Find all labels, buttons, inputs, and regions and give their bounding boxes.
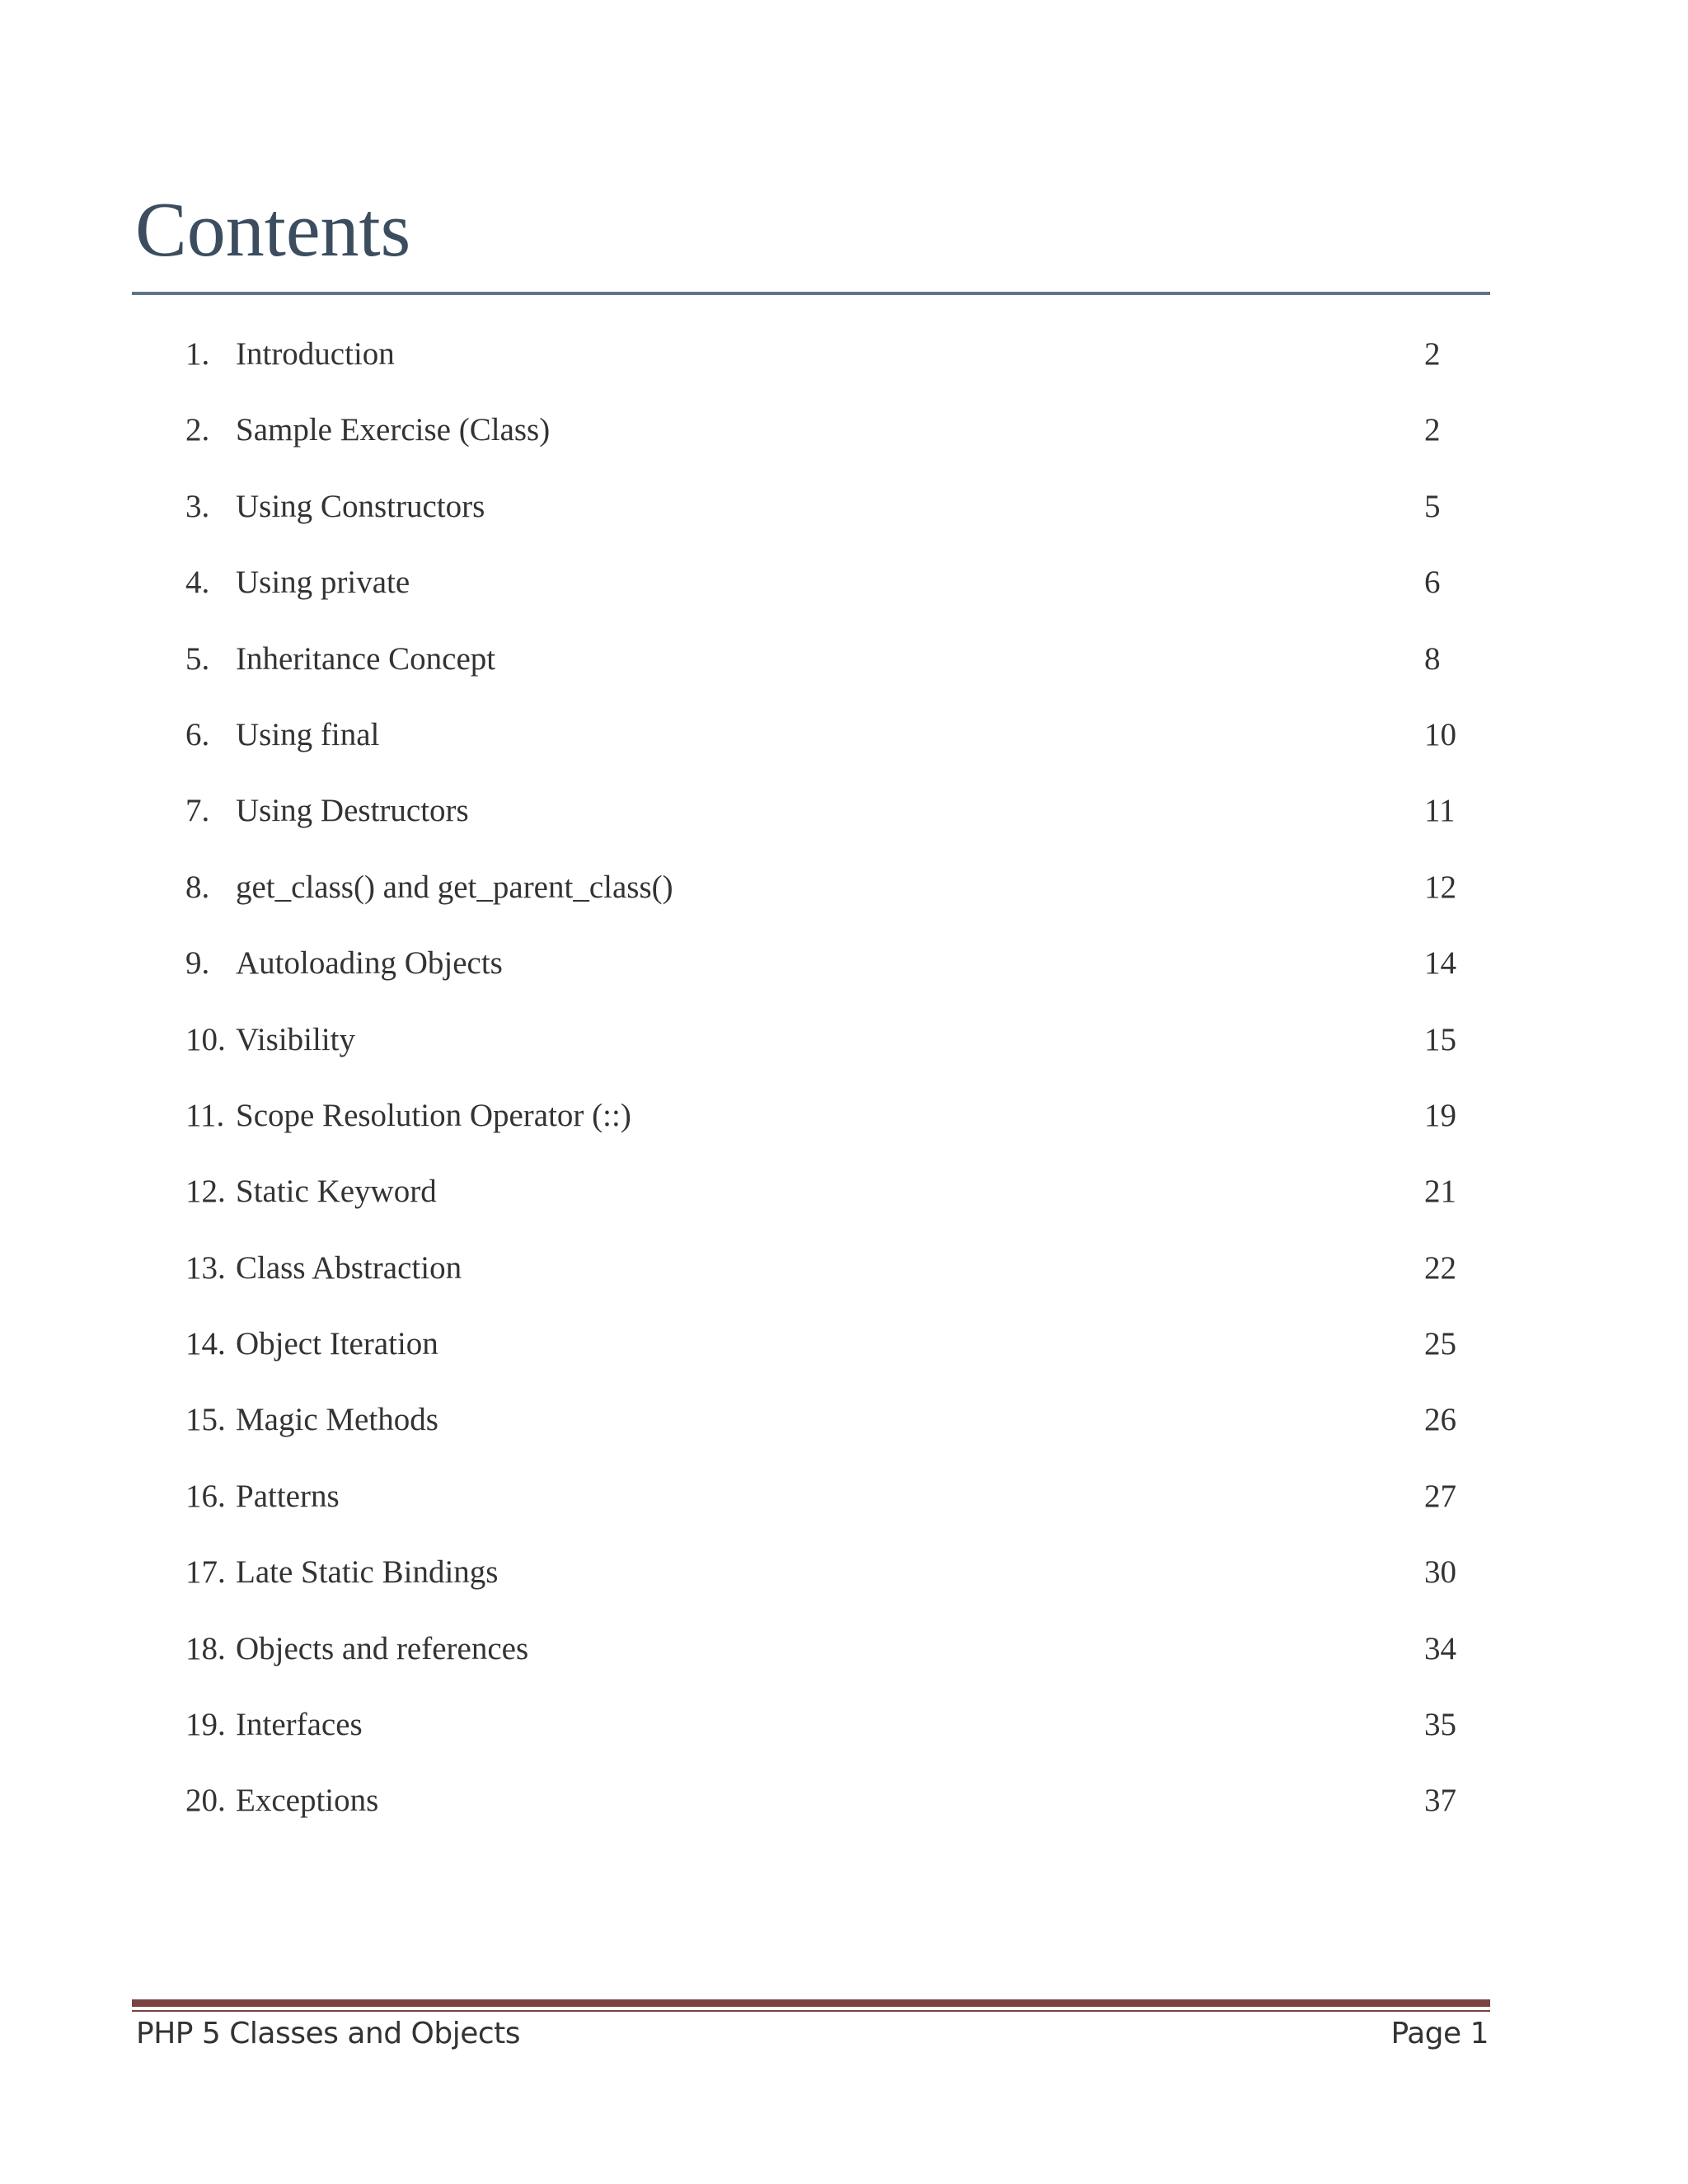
- toc-entry-number: 10.: [185, 1021, 226, 1057]
- toc-entry-number: 9.: [185, 945, 210, 982]
- toc-entry-title[interactable]: Late Static Bindings: [236, 1554, 499, 1591]
- toc-entry-number: 1.: [185, 336, 210, 372]
- toc-entry-title[interactable]: Interfaces: [236, 1707, 363, 1743]
- toc-entry[interactable]: [0, 786, 1688, 862]
- toc-entry-page: 5: [1424, 488, 1441, 524]
- footer-page-number: Page 1: [1390, 2017, 1489, 2050]
- toc-entry-number: 6.: [185, 716, 210, 752]
- toc-entry[interactable]: [0, 710, 1688, 786]
- toc-entry[interactable]: [0, 1244, 1688, 1319]
- toc-entry-number: 7.: [185, 793, 210, 829]
- toc-entry[interactable]: [0, 1015, 1688, 1091]
- toc-entry-title[interactable]: Exceptions: [236, 1783, 379, 1819]
- toc-entry[interactable]: [0, 1167, 1688, 1243]
- toc-entry[interactable]: [0, 1395, 1688, 1471]
- toc-entry[interactable]: [0, 482, 1688, 558]
- toc-entry[interactable]: [0, 1548, 1688, 1624]
- toc-entry[interactable]: [0, 939, 1688, 1015]
- toc-entry-title[interactable]: Visibility: [236, 1021, 356, 1057]
- toc-entry-title[interactable]: Static Keyword: [236, 1174, 437, 1210]
- toc-entry[interactable]: [0, 635, 1688, 710]
- toc-entry-title[interactable]: Introduction: [236, 336, 395, 372]
- toc-entry-title[interactable]: Scope Resolution Operator (::): [236, 1097, 631, 1133]
- toc-entry-number: 4.: [185, 565, 210, 601]
- toc-entry-title[interactable]: Sample Exercise (Class): [236, 412, 551, 448]
- toc-entry-title[interactable]: Magic Methods: [236, 1402, 438, 1438]
- toc-entry-page: 27: [1424, 1478, 1456, 1514]
- toc-entry-number: 18.: [185, 1630, 226, 1666]
- toc-entry-number: 17.: [185, 1554, 226, 1591]
- toc-entry-title[interactable]: get_class() and get_parent_class(): [236, 869, 673, 905]
- toc-entry-page: 10: [1424, 716, 1456, 752]
- toc-entry[interactable]: [0, 330, 1688, 405]
- page-title: Contents: [135, 187, 411, 273]
- toc-entry-page: 35: [1424, 1707, 1456, 1743]
- toc-entry-title[interactable]: Objects and references: [236, 1630, 529, 1666]
- footer-document-title: PHP 5 Classes and Objects: [136, 2017, 521, 2050]
- toc-entry-number: 2.: [185, 412, 210, 448]
- toc-entry-title[interactable]: Using private: [236, 565, 410, 601]
- toc-entry-number: 12.: [185, 1174, 226, 1210]
- toc-entry-page: 2: [1424, 336, 1441, 372]
- toc-entry-page: 21: [1424, 1174, 1456, 1210]
- toc-entry-page: 6: [1424, 565, 1441, 601]
- toc-entry-number: 13.: [185, 1249, 226, 1286]
- toc-entry-number: 14.: [185, 1326, 226, 1362]
- toc-entry-number: 15.: [185, 1402, 226, 1438]
- toc-entry-page: 26: [1424, 1402, 1456, 1438]
- toc-entry-number: 5.: [185, 640, 210, 677]
- table-of-contents: [0, 330, 1688, 1853]
- toc-entry-page: 25: [1424, 1326, 1456, 1362]
- toc-entry-number: 16.: [185, 1478, 226, 1514]
- title-divider: [132, 292, 1490, 295]
- toc-entry-title[interactable]: Using Constructors: [236, 488, 485, 524]
- toc-entry-number: 11.: [185, 1097, 225, 1133]
- toc-entry-page: 34: [1424, 1630, 1456, 1666]
- toc-entry-title[interactable]: Class Abstraction: [236, 1249, 462, 1286]
- toc-entry-page: 2: [1424, 412, 1441, 448]
- footer-divider-thin: [132, 2010, 1490, 2012]
- toc-entry[interactable]: [0, 1319, 1688, 1395]
- toc-entry-number: 20.: [185, 1783, 226, 1819]
- toc-entry-page: 15: [1424, 1021, 1456, 1057]
- footer-divider-thick: [132, 1999, 1490, 2007]
- toc-entry[interactable]: [0, 1776, 1688, 1852]
- toc-entry-page: 11: [1424, 793, 1456, 829]
- toc-entry[interactable]: [0, 405, 1688, 481]
- toc-entry-title[interactable]: Inheritance Concept: [236, 640, 496, 677]
- toc-entry-page: 30: [1424, 1554, 1456, 1591]
- toc-entry-title[interactable]: Using Destructors: [236, 793, 469, 829]
- toc-entry-title[interactable]: Object Iteration: [236, 1326, 438, 1362]
- toc-entry[interactable]: [0, 1624, 1688, 1700]
- toc-entry-page: 37: [1424, 1783, 1456, 1819]
- toc-entry-page: 22: [1424, 1249, 1456, 1286]
- toc-entry-page: 14: [1424, 945, 1456, 982]
- toc-entry[interactable]: [0, 1091, 1688, 1167]
- toc-entry[interactable]: [0, 863, 1688, 939]
- toc-entry-title[interactable]: Using final: [236, 716, 380, 752]
- toc-entry[interactable]: [0, 1700, 1688, 1776]
- toc-entry-number: 8.: [185, 869, 210, 905]
- toc-entry-title[interactable]: Patterns: [236, 1478, 340, 1514]
- toc-entry[interactable]: [0, 1472, 1688, 1548]
- toc-entry[interactable]: [0, 558, 1688, 634]
- toc-entry-number: 3.: [185, 488, 210, 524]
- toc-entry-title[interactable]: Autoloading Objects: [236, 945, 503, 982]
- toc-entry-page: 8: [1424, 640, 1441, 677]
- toc-entry-page: 19: [1424, 1097, 1456, 1133]
- toc-entry-page: 12: [1424, 869, 1456, 905]
- toc-entry-number: 19.: [185, 1707, 226, 1743]
